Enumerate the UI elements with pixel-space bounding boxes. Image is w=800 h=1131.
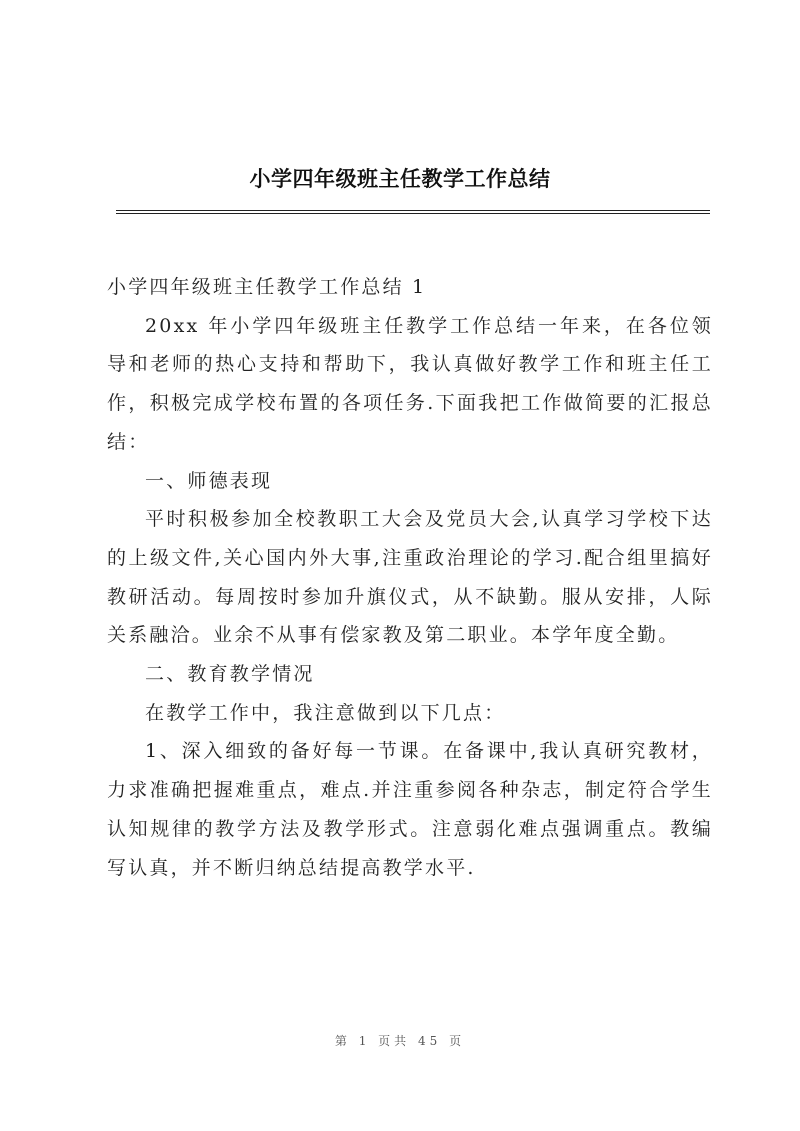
section-heading: 小学四年级班主任教学工作总结 1: [107, 276, 427, 298]
page-number-footer: 第 1 页共 45 页: [334, 1034, 466, 1048]
paragraph: 20xx 年小学四年级班主任教学工作总结一年来，在各位领导和老师的热心支持和帮助下，我认真做好教学工作和班主任工作，积极完成学校布置的各项任务.下面我把工作做简要的汇报总结：: [107, 314, 713, 453]
paragraph: 1、深入细致的备好每一节课。在备课中,我认真研究教材，力求准确把握难重点，难点.并注重参阅各种杂志，制定符合学生认知规律的教学方法及教学形式。注意弱化难点强调重点。教编写认真，并不断归纳总结提高教学水平.: [107, 740, 713, 879]
paragraph: 平时积极参加全校教职工大会及党员大会,认真学习学校下达的上级文件,关心国内外大事,注重政治理论的学习.配合组里搞好教研活动。每周按时参加升旗仪式，从不缺勤。服从安排，人际关系融洽。业余不从事有偿家教及第二职业。本学年度全勤。: [107, 508, 713, 647]
title-divider: [116, 210, 710, 214]
document-title: 小学四年级班主任教学工作总结: [249, 166, 551, 191]
document-body: [107, 268, 713, 887]
paragraph: 在教学工作中，我注意做到以下几点：: [145, 701, 506, 724]
paragraph: 二、教育教学情况: [145, 663, 315, 686]
paragraph: 一、师德表现: [145, 469, 273, 492]
